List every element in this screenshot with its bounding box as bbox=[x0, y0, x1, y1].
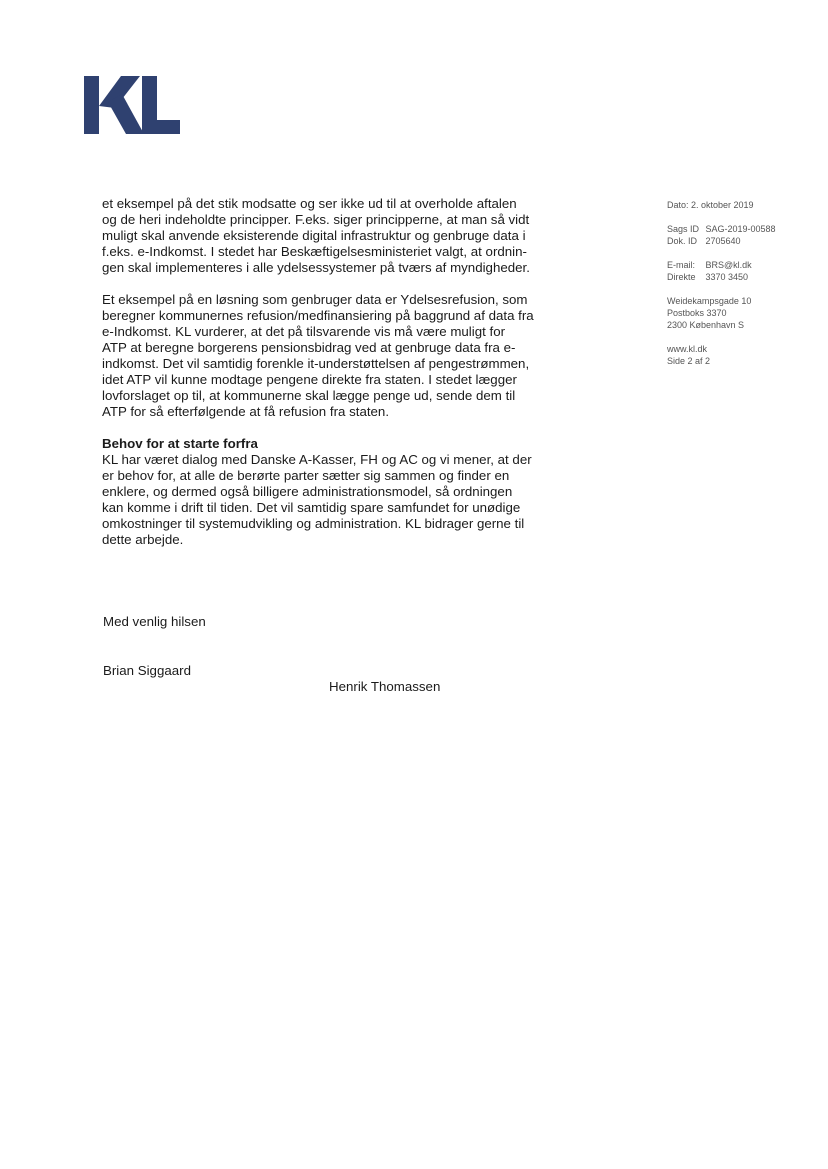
text-line: et eksempel på det stik modsatte og ser ikke ud til at overholde aftalen bbox=[102, 196, 517, 211]
text-line: omkostninger til systemudvikling og administration. KL bidrager gerne til bbox=[102, 516, 525, 531]
section bbox=[102, 436, 572, 548]
direkte-label: Direkte bbox=[667, 272, 696, 282]
text-line: e-Indkomst. KL vurderer, at det på tilsvarende vis må være muligt for bbox=[102, 324, 506, 339]
email-value: BRS@kl.dk bbox=[705, 260, 752, 270]
text-line: ATP for så efterfølgende at få refusion fra staten. bbox=[102, 404, 390, 419]
date: Dato: 2. oktober 2019 bbox=[667, 200, 754, 210]
paragraph bbox=[102, 292, 572, 420]
text-line: dette arbejde. bbox=[102, 532, 184, 547]
text-line: er behov for, at alle de berørte parter sætter sig sammen og finder en bbox=[102, 468, 510, 483]
letter-meta bbox=[667, 199, 817, 379]
dok-id-value: 2705640 bbox=[705, 236, 741, 246]
sags-id-label: Sags ID bbox=[667, 224, 700, 234]
text-line: idet ATP vil kunne modtage pengene direkte fra staten. I stedet lægger bbox=[102, 372, 517, 387]
text-line: Et eksempel på en løsning som genbruger data er Ydelsesrefusion, som bbox=[102, 292, 528, 307]
address-line: Postboks 3370 bbox=[667, 308, 727, 318]
dok-id-label: Dok. ID bbox=[667, 236, 698, 246]
email-label: E-mail: bbox=[667, 260, 696, 270]
text-line: beregner kommunernes refusion/medfinansiering på baggrund af data fra bbox=[102, 308, 534, 323]
text-line: lovforslaget op til, at kommunerne skal lægge penge ud, sende dem til bbox=[102, 388, 516, 403]
kl-logo bbox=[84, 76, 180, 134]
text-line: muligt skal anvende eksisterende digital infrastruktur og genbruge data i bbox=[102, 228, 526, 243]
text-line: KL har været dialog med Danske A-Kasser, FH og AC og vi mener, at der bbox=[102, 452, 532, 467]
text-line: enklere, og dermed også billigere administrationsmodel, så ordningen bbox=[102, 484, 513, 499]
closing-greeting: Med venlig hilsen bbox=[103, 614, 206, 629]
paragraph bbox=[102, 196, 572, 276]
address-line: Weidekampsgade 10 bbox=[667, 296, 752, 306]
address-line: 2300 København S bbox=[667, 320, 745, 330]
direkte-value: 3370 3450 bbox=[705, 272, 749, 282]
text-line: gen skal implementeres i alle ydelsessystemer på tværs af myndigheder. bbox=[102, 260, 530, 275]
text-line: indkomst. Det vil samtidig forenkle it-understøttelsen af pengestrømmen, bbox=[102, 356, 530, 371]
letter-body bbox=[102, 196, 572, 564]
section-heading: Behov for at starte forfra bbox=[102, 436, 258, 451]
signatory-name: Brian Siggaard bbox=[103, 663, 191, 678]
text-line: kan komme i drift til tiden. Det vil samtidig spare samfundet for unødige bbox=[102, 500, 521, 515]
text-line: ATP at beregne borgerens pensionsbidrag ved at genbruge data fra e- bbox=[102, 340, 516, 355]
text-line: f.eks. e-Indkomst. I stedet har Beskæftigelsesministeriet valgt, at ordnin- bbox=[102, 244, 527, 259]
website: www.kl.dk bbox=[667, 344, 708, 354]
sags-id-value: SAG-2019-00588 bbox=[705, 224, 776, 234]
signatory-name: Henrik Thomassen bbox=[329, 679, 441, 694]
page-number: Side 2 af 2 bbox=[667, 356, 711, 366]
text-line: og de heri indeholdte principper. F.eks. siger principperne, at man så vidt bbox=[102, 212, 530, 227]
